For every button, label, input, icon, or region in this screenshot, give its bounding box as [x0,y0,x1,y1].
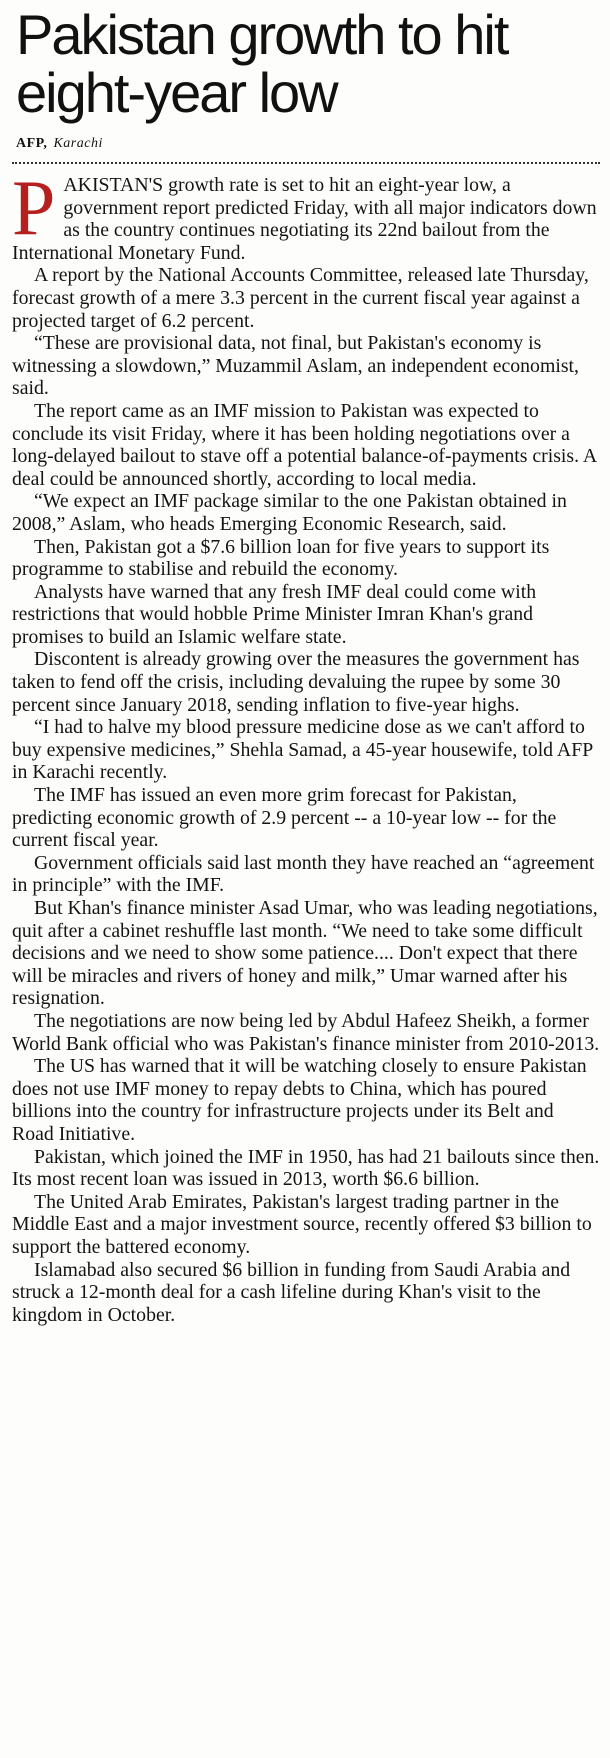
paragraph-7: Discontent is already growing over the measures the government has taken to fend off the crisis, including devaluing the rupee by some 30 percent since January 2018, sending inflation to five-year highs. [12,648,580,716]
newspaper-clipping [12,3,600,1326]
byline-place: Karachi [53,136,103,151]
paragraph-10: Government officials said last month they have reached an “agreement in principle” with the IMF. [12,851,595,897]
paragraph-14: Pakistan, which joined the IMF in 1950, has had 21 bailouts since then. Its most recent loan was issued in 2013, worth $6.6 billion. [12,1145,600,1191]
lead-text: AKISTAN'S growth rate is set to hit an eight-year low, a government report predicted Friday, with all major indicators down as the country continues negotiating its 22nd bailout from the International Monetary Fund. [12,174,597,264]
paragraph-13: The US has warned that it will be watching closely to ensure Pakistan does not use IMF money to repay debts to China, which has poured billions into the country for infrastructure projects under its Belt and Road Initiative. [12,1055,587,1145]
drop-cap: P [12,164,56,251]
headline: Pakistan growth to hit eight-year low [16,3,508,124]
byline [16,136,600,152]
paragraph-2: “These are provisional data, not final, but Pakistan's economy is witnessing a slowdown,” Muzammil Aslam, an independent economist, said. [12,332,579,400]
paragraph-11: But Khan's finance minister Asad Umar, who was leading negotiations, quit after a cabinet reshuffle last month. “We need to take some difficult decisions and we need to show some patience.... Don't expect that there will be miracles and rivers of honey and milk,” Umar warned after his resignation. [12,897,598,1010]
article-body [12,164,600,1326]
paragraph-5: Then, Pakistan got a $7.6 billion loan for five years to support its programme to stabilise and rebuild the economy. [12,535,550,581]
byline-agency: AFP, [16,136,48,151]
paragraph-4: “We expect an IMF package similar to the one Pakistan obtained in 2008,” Aslam, who heads Emerging Economic Research, said. [12,490,567,535]
lead-paragraph [12,164,600,264]
paragraph-1: A report by the National Accounts Committee, released late Thursday, forecast growth of a mere 3.3 percent in the current fiscal year against a projected target of 6.2 percent. [12,264,589,332]
dotted-divider [12,162,600,164]
paragraph-12: The negotiations are now being led by Abdul Hafeez Sheikh, a former World Bank official who was Pakistan's finance minister from 2010-2013. [12,1009,600,1055]
paragraph-6: Analysts have warned that any fresh IMF deal could come with restrictions that would hobble Prime Minister Imran Khan's grand promises to build an Islamic welfare state. [12,580,537,648]
paragraph-8: “I had to halve my blood pressure medicine dose as we can't afford to buy expensive medicines,” Shehla Samad, a 45-year housewife, told AFP in Karachi recently. [12,716,593,784]
paragraph-16: Islamabad also secured $6 billion in funding from Saudi Arabia and struck a 12-month deal for a cash lifeline during Khan's visit to the kingdom in October. [12,1258,571,1326]
paragraph-3: The report came as an IMF mission to Pakistan was expected to conclude its visit Friday, where it has been holding negotiations over a long-delayed bailout to stave off a potential balance-of-payments crisis. A deal could be announced shortly, according to local media. [12,399,597,490]
paragraph-9: The IMF has issued an even more grim forecast for Pakistan, predicting economic growth of 2.9 percent -- a 10-year low -- for the current fiscal year. [12,784,557,852]
paragraph-15: The United Arab Emirates, Pakistan's largest trading partner in the Middle East and a major investment source, recently offered $3 billion to support the battered economy. [12,1190,592,1258]
